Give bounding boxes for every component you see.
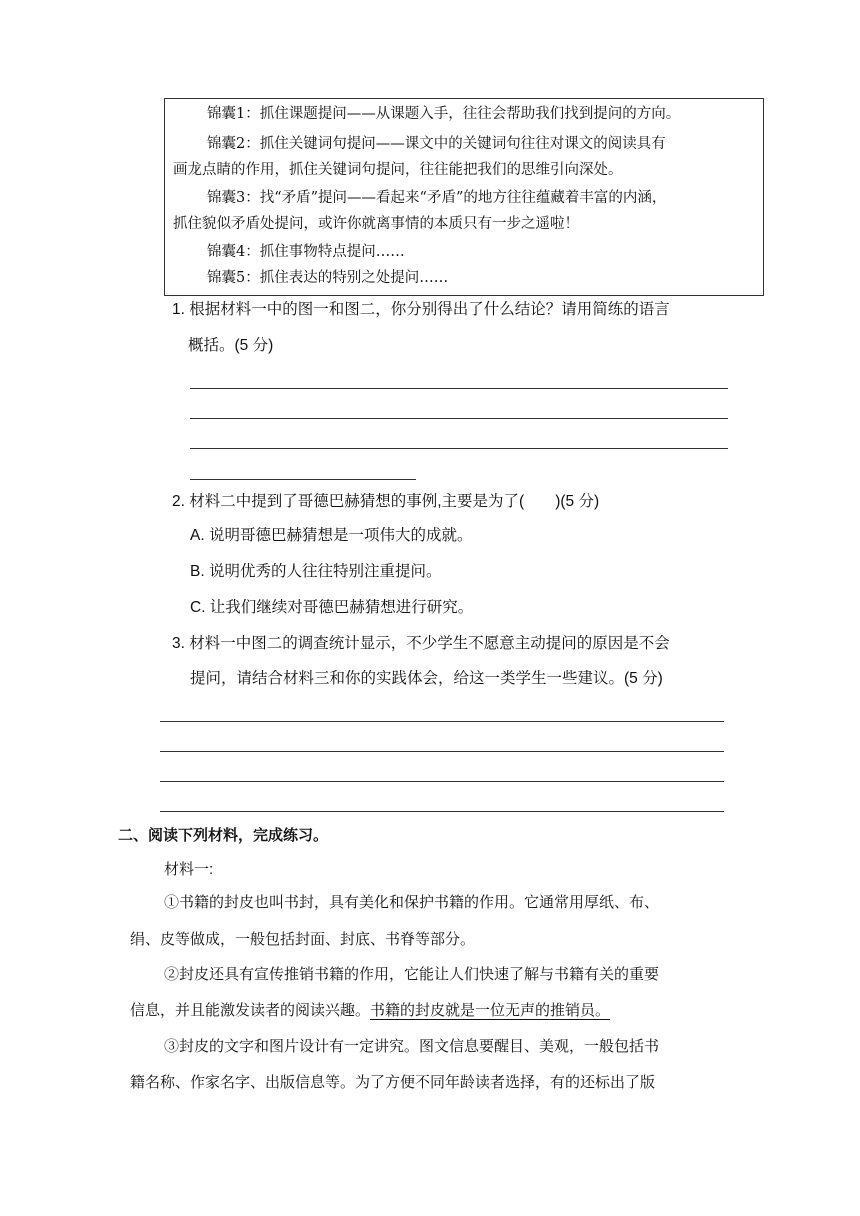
tip-2-text: 锦囊2：抓住关键词句提问——课文中的关键词句往往对课文的阅读具有 xyxy=(207,136,666,152)
tip-3 xyxy=(173,185,757,211)
option-a[interactable]: A. 说明哥德巴赫猜想是一项伟大的成就。 xyxy=(190,527,473,544)
tips-box xyxy=(164,98,764,296)
paragraph-3-line-2: 籍名称、作家名字、出版信息等。为了方便不同年龄读者选择，有的还标出了版 xyxy=(130,1073,656,1091)
paragraph-2-plain-text: 信息，并且能激发读者的阅读兴趣。 xyxy=(130,1001,371,1019)
question-2-stem: 材料二中提到了哥德巴赫猜想的事例,主要是为了( )(5 分) xyxy=(189,493,600,510)
question-1-line-1: 根据材料一中的图一和图二，你分别得出了什么结论？请用简练的语言 xyxy=(189,301,670,318)
question-3-line-2: 提问，请结合材料三和你的实践体会，给这一类学生一些建议。(5 分) xyxy=(190,670,663,687)
option-b[interactable]: B. 说明优秀的人往往特别注重提问。 xyxy=(190,563,442,580)
tip-3-text: 锦囊3：找“矛盾”提问——看起来“矛盾”的地方往往蕴藏着丰富的内涵， xyxy=(207,190,667,206)
paragraph-1-line-2: 绢、皮等做成，一般包括封面、封底、书脊等部分。 xyxy=(130,930,476,948)
answer-line[interactable] xyxy=(160,781,724,782)
answer-line[interactable] xyxy=(160,811,724,812)
tip-2 xyxy=(173,131,757,157)
answer-line[interactable] xyxy=(190,448,728,449)
answer-line[interactable] xyxy=(160,721,724,722)
answer-line[interactable] xyxy=(190,418,728,419)
tip-3-cont-text: 抓住貌似矛盾处提问，或许你就离事情的本质只有一步之遥啦！ xyxy=(173,216,579,232)
tip-5 xyxy=(173,265,757,291)
material-1-label: 材料一: xyxy=(164,861,214,878)
paragraph-2-line-2 xyxy=(130,998,610,1022)
answer-line[interactable] xyxy=(190,479,416,480)
question-3 xyxy=(172,632,670,656)
tip-4-text: 锦囊4：抓住事物特点提问…… xyxy=(207,244,405,260)
answer-line[interactable] xyxy=(190,388,728,389)
question-1-number: 1. xyxy=(172,301,185,318)
tip-1 xyxy=(173,101,757,127)
section-2-heading: 二、阅读下列材料，完成练习。 xyxy=(118,827,329,844)
answer-line[interactable] xyxy=(160,751,724,752)
paragraph-3-line-1: ③封皮的文字和图片设计有一定讲究。图文信息要醒目、美观，一般包括书 xyxy=(164,1037,660,1055)
tip-4 xyxy=(173,239,757,265)
tip-2-cont-text: 画龙点睛的作用，抓住关键词句提问，往往能把我们的思维引向深处。 xyxy=(173,162,623,178)
paragraph-2-line-1: ②封皮还具有宣传推销书籍的作用，它能让人们快速了解与书籍有关的重要 xyxy=(164,965,660,983)
question-2-number: 2. xyxy=(172,493,185,510)
paragraph-2-underlined-sentence: 书籍的封皮就是一位无声的推销员。 xyxy=(370,1001,611,1019)
option-c[interactable]: C. 让我们继续对哥德巴赫猜想进行研究。 xyxy=(190,599,474,616)
question-1-line-2: 概括。(5 分) xyxy=(188,337,274,354)
tip-3-cont xyxy=(173,211,757,237)
tip-2-cont xyxy=(173,157,757,183)
question-1 xyxy=(172,298,670,322)
question-3-number: 3. xyxy=(172,635,185,652)
paragraph-1-line-1: ①书籍的封皮也叫书封，具有美化和保护书籍的作用。它通常用厚纸、布、 xyxy=(164,893,660,911)
question-3-line-1: 材料一中图二的调查统计显示，不少学生不愿意主动提问的原因是不会 xyxy=(189,635,670,652)
question-2 xyxy=(172,490,599,514)
tip-1-text: 锦囊1：抓住课题提问——从课题入手，往往会帮助我们找到提问的方向。 xyxy=(207,106,681,122)
tip-5-text: 锦囊5：抓住表达的特别之处提问…… xyxy=(207,270,449,286)
